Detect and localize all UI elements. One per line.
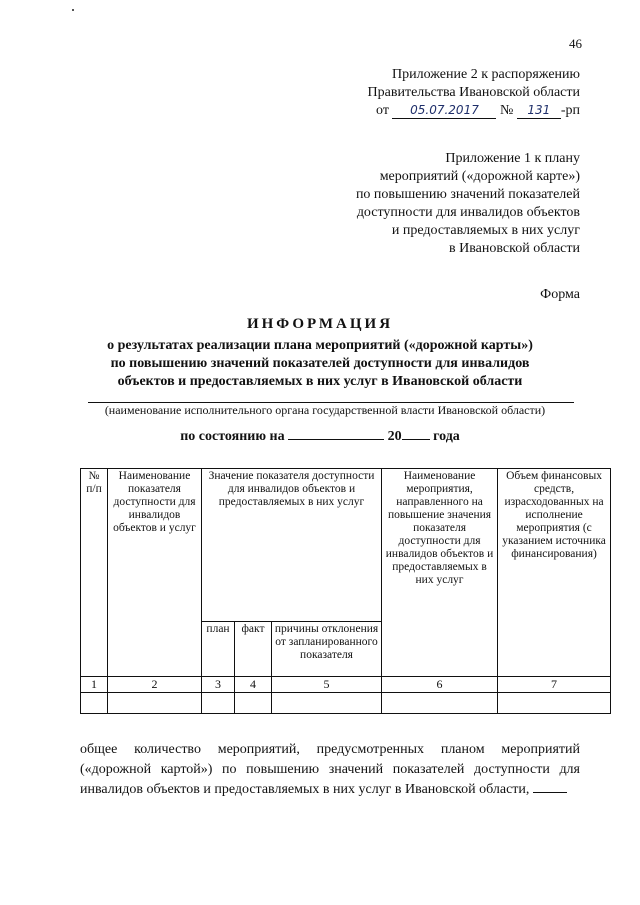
- column-number: 1: [81, 677, 108, 693]
- appendix1-line: по повышению значений показателей: [355, 187, 580, 202]
- header-measure-name: Наименование мероприятия, направленного на повышение значения показателя доступности для инвалидов объектов и предоставляемых в них услуг: [382, 469, 498, 677]
- table-row: [81, 693, 611, 714]
- appendix1-line: и предоставляемых в них услуг: [391, 223, 580, 238]
- appendix1-line: доступности для инвалидов объектов: [356, 205, 580, 220]
- summary-blank: [533, 782, 567, 793]
- appendix1-block: [356, 150, 580, 258]
- appendix2-line1: Приложение 2 к распоряжению: [392, 67, 580, 82]
- header-indicator-value: Значение показателя доступности для инвалидов объектов и предоставляемых в них услуг: [202, 469, 382, 622]
- table-cell: [382, 693, 498, 714]
- from-label: от: [376, 103, 389, 118]
- column-number: 4: [235, 677, 272, 693]
- table-header-row: [81, 469, 611, 622]
- table-cell: [81, 693, 108, 714]
- year-prefix: 20: [387, 429, 402, 444]
- column-number: 3: [202, 677, 235, 693]
- column-number-row: [81, 677, 611, 693]
- form-label: Форма: [540, 287, 580, 302]
- subheader-reasons: причины отклонения от запланированного показателя: [272, 622, 382, 677]
- table-cell: [272, 693, 382, 714]
- results-table: [80, 468, 611, 714]
- subtitle-line: о результатах реализации плана мероприятий («дорожной карты»): [107, 338, 533, 353]
- document-subtitle: [60, 337, 580, 391]
- number-label: №: [499, 103, 514, 118]
- summary-text: общее количество мероприятий, предусмотренных планом мероприятий («дорожной картой») по повышению значений показателей доступности для инвалидов объектов и предоставляемых в них услуг в Ивановской области,: [80, 742, 580, 797]
- page-number: 46: [569, 36, 582, 51]
- subheader-fact: факт: [235, 622, 272, 677]
- appendix2-date-line: [368, 102, 580, 120]
- date-blank: [288, 427, 384, 440]
- appendix2-block: [368, 66, 580, 120]
- as-of-line: [0, 427, 640, 445]
- as-of-prefix: по состоянию на: [180, 429, 285, 444]
- handwritten-number: 131: [517, 103, 561, 119]
- subtitle-line: объектов и предоставляемых в них услуг в Ивановской области: [117, 374, 523, 389]
- table-cell: [202, 693, 235, 714]
- header-number: № п/п: [81, 469, 108, 677]
- year-blank: [402, 427, 430, 440]
- appendix1-line: Приложение 1 к плану: [445, 151, 580, 166]
- column-number: 2: [108, 677, 202, 693]
- column-number: 6: [382, 677, 498, 693]
- column-number: 5: [272, 677, 382, 693]
- appendix1-line: мероприятий («дорожной карте»): [379, 169, 580, 184]
- appendix1-line: в Ивановской области: [449, 241, 580, 256]
- table-cell: [498, 693, 611, 714]
- org-name-caption: (наименование исполнительного органа государственной власти Ивановской области): [104, 403, 546, 417]
- header-funding: Объем финансовых средств, израсходованных на исполнение мероприятия (с указанием источника финансирования): [498, 469, 611, 677]
- table-cell: [235, 693, 272, 714]
- scan-speck: [72, 9, 74, 11]
- appendix2-line2: Правительства Ивановской области: [367, 85, 580, 100]
- column-number: 7: [498, 677, 611, 693]
- subheader-plan: план: [202, 622, 235, 677]
- subtitle-line: по повышению значений показателей доступности для инвалидов: [110, 356, 530, 371]
- handwritten-date: 05.07.2017: [392, 103, 496, 119]
- document-title: ИНФОРМАЦИЯ: [246, 316, 394, 332]
- as-of-suffix: года: [433, 429, 460, 444]
- header-indicator-name: Наименование показателя доступности для инвалидов объектов и услуг: [108, 469, 202, 677]
- summary-paragraph: [80, 740, 580, 800]
- table-cell: [108, 693, 202, 714]
- number-suffix: -рп: [560, 103, 580, 118]
